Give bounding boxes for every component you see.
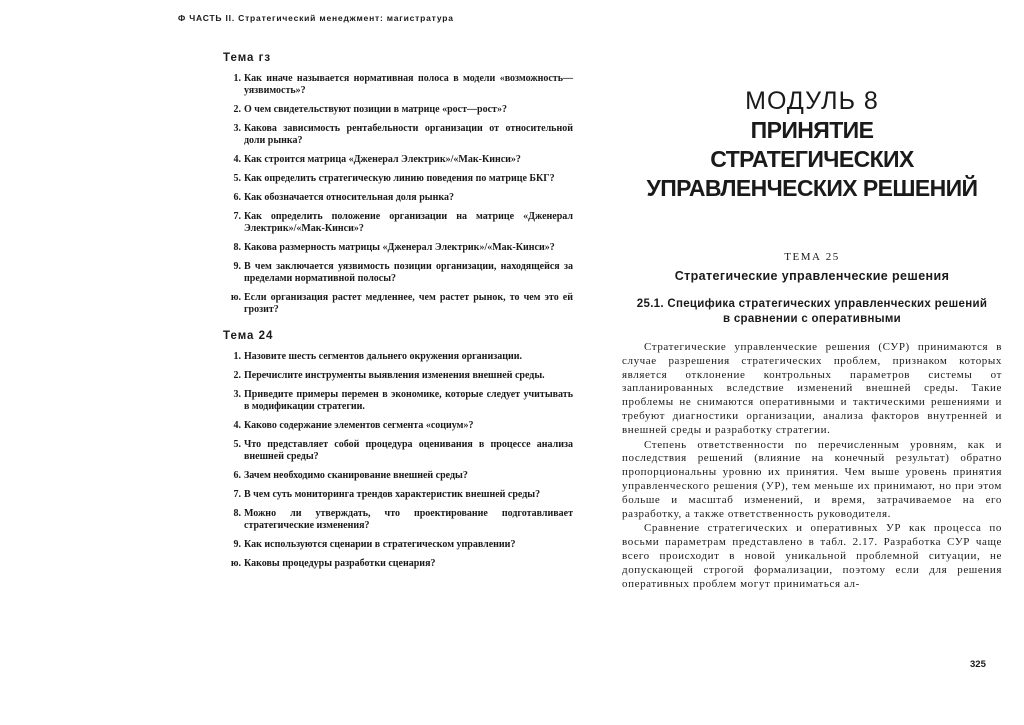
question-number: 7. — [233, 211, 241, 222]
body-paragraph: Стратегические управленческие решения (СУР) принимаются в случае разрешения стратегических проблем, признаком которых является отклонение контрольных параметров системы от запланированных вследствие изменений внешней среды. Такие проблемы не снимаются оперативными и тактическими решениями и требуют диагностики организации, анализа факторов внутренней и внешней среды и разработку стратегии. — [622, 341, 1002, 436]
question-item — [223, 351, 573, 363]
question-text: Приведите примеры перемен в экономике, которые следует учитывать в модификации стратегии. — [244, 389, 573, 412]
question-number: 4. — [233, 420, 241, 431]
question-number: 9. — [233, 539, 241, 550]
question-text: Назовите шесть сегментов дальнего окружения организации. — [244, 351, 523, 362]
question-text: В чем суть мониторинга трендов характеристик внешней среды? — [244, 489, 541, 500]
question-item — [223, 389, 573, 413]
question-number: 9. — [233, 261, 241, 272]
tema-25-label: ТЕМА 25 — [784, 251, 840, 263]
question-number: 8. — [233, 508, 241, 519]
question-item — [223, 154, 573, 166]
module-title — [622, 116, 1002, 203]
question-text: Как строится матрица «Дженерал Электрик»/«Мак-Кинси»? — [244, 154, 521, 165]
page-number: 325 — [970, 659, 986, 670]
question-item — [223, 292, 573, 316]
question-text: Как определить положение организации на матрице «Дженерал Электрик»/«Мак-Кинси»? — [244, 211, 573, 234]
question-item — [223, 123, 573, 147]
left-page — [223, 52, 573, 584]
question-number: 6. — [233, 192, 241, 203]
question-text: Как иначе называется нормативная полоса в модели «возможность—уязвимость»? — [244, 73, 573, 96]
body-text — [622, 341, 1002, 591]
question-text: Каково содержание элементов сегмента «социум»? — [244, 420, 474, 431]
question-item — [223, 470, 573, 482]
question-item — [223, 73, 573, 97]
question-text: Что представляет собой процедура оценивания в процессе анализа внешней среды? — [244, 439, 573, 462]
question-number: 3. — [233, 123, 241, 134]
tema-24-title: Тема 24 — [223, 330, 274, 342]
module-title-line: ПРИНЯТИЕ — [750, 117, 874, 143]
module-title-line: СТРАТЕГИЧЕСКИХ — [710, 146, 914, 172]
question-text: Какова размерность матрицы «Дженерал Электрик»/«Мак-Кинси»? — [244, 242, 555, 253]
question-item — [223, 558, 573, 570]
question-number: ю. — [230, 558, 241, 569]
question-item — [223, 539, 573, 551]
question-item — [223, 192, 573, 204]
question-number: ю. — [230, 292, 241, 303]
question-text: Каковы процедуры разработки сценария? — [244, 558, 436, 569]
question-number: 8. — [233, 242, 241, 253]
question-number: 2. — [233, 370, 241, 381]
module-label: МОДУЛЬ 8 — [745, 87, 879, 115]
question-number: 4. — [233, 154, 241, 165]
question-item — [223, 370, 573, 382]
question-item — [223, 173, 573, 185]
question-number: 7. — [233, 489, 241, 500]
question-number: 2. — [233, 104, 241, 115]
question-text: Зачем необходимо сканирование внешней среды? — [244, 470, 468, 481]
question-number: 5. — [233, 439, 241, 450]
tema-23-questions — [223, 73, 573, 316]
question-text: Какова зависимость рентабельности организации от относительной доли рынка? — [244, 123, 573, 146]
question-item — [223, 420, 573, 432]
question-text: Можно ли утверждать, что проектирование подготавливает стратегические изменения? — [244, 508, 573, 531]
right-page — [622, 86, 1002, 592]
tema-25-title: Стратегические управленческие решения — [674, 269, 950, 283]
question-item — [223, 508, 573, 532]
question-text: Перечислите инструменты выявления изменения внешней среды. — [244, 370, 545, 381]
question-number: 5. — [233, 173, 241, 184]
question-number: 1. — [233, 351, 241, 362]
question-text: Если организация растет медленнее, чем растет рынок, то чем это ей грозит? — [244, 292, 573, 315]
question-text: В чем заключается уязвимость позиции организации, находящейся за пределами нормативной полосы? — [244, 261, 573, 284]
question-item — [223, 261, 573, 285]
tema-23-title: Тема гз — [223, 52, 272, 64]
question-text: О чем свидетельствуют позиции в матрице «рост—рост»? — [244, 104, 507, 115]
module-title-line: УПРАВЛЕНЧЕСКИХ РЕШЕНИЙ — [646, 175, 978, 201]
running-header: Ф ЧАСТЬ II. Стратегический менеджмент: магистратура — [178, 13, 454, 23]
question-number: 3. — [233, 389, 241, 400]
question-text: Как обозначается относительная доля рынка? — [244, 192, 454, 203]
question-item — [223, 489, 573, 501]
body-paragraph: Сравнение стратегических и оперативных УР как процесса по восьми параметрам представлено в табл. 2.17. Разработка СУР чаще всего происходит в новой уникальной проблемной ситуации, не допускающей строгой формализации, поэтому если для решения оперативных проблем могут приниматься ал- — [622, 522, 1002, 590]
question-item — [223, 439, 573, 463]
tema-24-questions — [223, 351, 573, 570]
question-number: 1. — [233, 73, 241, 84]
section-title: 25.1. Специфика стратегических управленческих решений в сравнении с оперативными — [636, 298, 988, 325]
question-number: 6. — [233, 470, 241, 481]
question-item — [223, 104, 573, 116]
question-item — [223, 242, 573, 254]
question-item — [223, 211, 573, 235]
question-text: Как определить стратегическую линию поведения по матрице БКГ? — [244, 173, 555, 184]
body-paragraph: Степень ответственности по перечисленным уровням, как и последствия решений (влияние на конечный результат) обратно пропорциональны уровню их принятия. Чем выше уровень принятия управленческого решения (УР), тем меньше их принимают, но при этом больше и масштаб изменений, и время, затрачиваемое на его разработку, а также ответственность руководителя. — [622, 438, 1002, 520]
question-text: Как используются сценарии в стратегическом управлении? — [244, 539, 516, 550]
